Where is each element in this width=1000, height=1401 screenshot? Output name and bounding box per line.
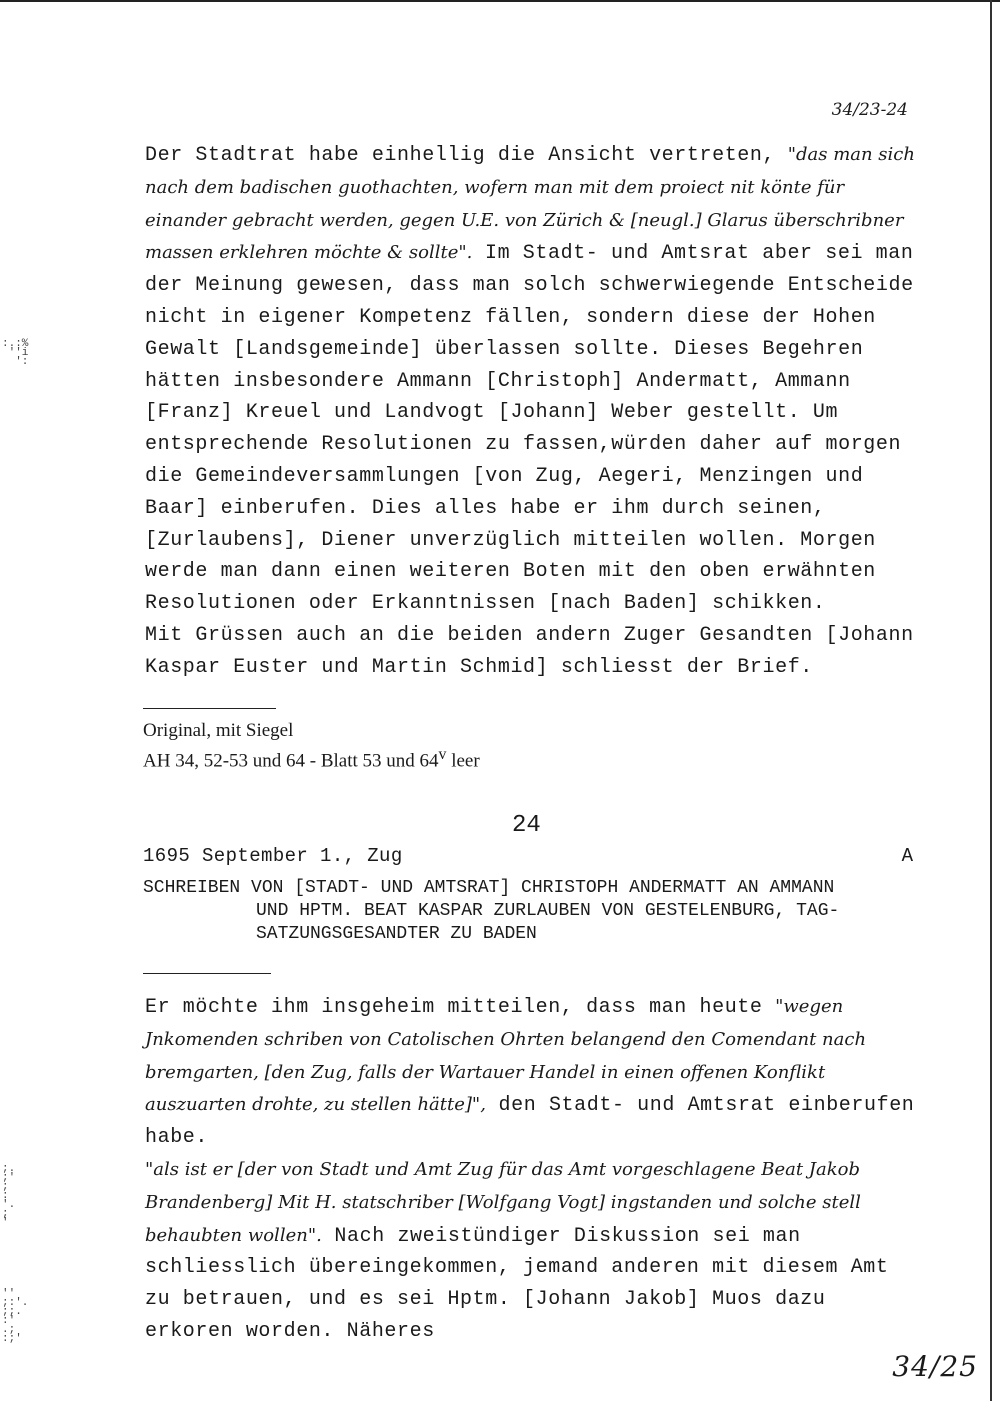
paragraph-2-text-2: den Stadt- und Amtsrat einberufen habe. xyxy=(145,1094,915,1150)
source-line-1: Original, mit Siegel xyxy=(143,720,294,741)
paragraph-2-text-3: Nach zweistündiger Diskussion sei man schliesslich übereingekommen, jemand anderen mit diesem Amt zu betrauen, und es sei Hptm. [Johann Jakob] Muos dazu erkoren worden. Näheres xyxy=(145,1224,889,1343)
document-heading xyxy=(143,877,933,946)
source-line-2 xyxy=(143,743,743,773)
handwritten-page-number: 34/25 xyxy=(892,1350,978,1383)
margin-mark-3: '' ;:'. ;;. :' .; :;' xyxy=(2,1288,29,1345)
source-divider xyxy=(143,708,276,709)
paragraph-1-quote-1: "das man sich nach dem badischen guothachten, wofern man mit dem proiect nit könte für einander gebracht werden, gegen U.E. von Zürich & [neugl.] Glarus überschribner massen erklehren möchte & sollte". xyxy=(145,144,915,264)
paragraph-2 xyxy=(145,991,925,1348)
paragraph-1-text-3: Mit Grüssen auch an die beiden andern Zuger Gesandten [Johann Kaspar Euster und Martin Schmid] schliesst der Brief. xyxy=(145,623,914,679)
page-edge-right xyxy=(990,0,992,1401)
paragraph-2-text-1: Er möchte ihm insgeheim mitteilen, dass man heute xyxy=(145,996,776,1019)
heading-line-3: SATZUNGSGESANDTER ZU BADEN xyxy=(256,924,537,944)
paragraph-1-text-1: Der Stadtrat habe einhellig die Ansicht vertreten, xyxy=(145,144,788,167)
source-line-2-text: AH 34, 52-53 und 64 - Blatt 53 und 64 xyxy=(143,750,439,772)
margin-mark-2: ;. ;' ; : '. ; ' xyxy=(2,1163,16,1229)
heading-line-1: SCHREIBEN VON [STADT- UND AMTSRAT] CHRISTOPH ANDERMATT AN AMMANN xyxy=(143,878,835,898)
date-place-line: 1695 September 1., Zug xyxy=(143,845,403,867)
source-line-2-suffix: leer xyxy=(446,750,480,772)
paragraph-1-text-2: Im Stadt- und Amtsrat aber sei man der Meinung gewesen, dass man solch schwerwiegende Entscheide nicht in eigener Kompetenz fällen, sondern diese der Hohen Gewalt [Landsgemeinde] überlassen sollte. Dieses Begehren hätten insbesondere Ammann [Christoph] Andermatt, Ammann [Franz] Kreuel und Landvogt [Johann] Weber gestellt. Um entsprechende Resolutionen zu fassen,würden daher auf morgen die Gemeindeversammlungen [von Zug, Aegeri, Menzingen und Baar] einberufen. Dies alles habe er ihm durch seinen, [Zurlaubens], Diener unverzüglich mitteilen wollen. Morgen werde man dann einen weiteren Boten mit den oben erwähnten Resolutionen oder Erkanntnissen [nach Baden] schikken. xyxy=(145,242,914,616)
source-note xyxy=(143,719,743,773)
margin-mark-1: :.:% ''i ': xyxy=(2,338,29,368)
page-edge-top xyxy=(0,0,1000,2)
page-number: 34/23-24 xyxy=(831,100,908,120)
document-number: 24 xyxy=(512,812,541,839)
source-superscript: v xyxy=(438,746,447,763)
letter-type: A xyxy=(901,845,913,867)
paragraph-1 xyxy=(145,139,925,684)
paragraph-2-quote-2: "als ist er [der von Stadt und Amt Zug für das Amt vorgeschlagene Beat Jakob Brandenberg] Mit H. statschriber [Wolfgang Vogt] ingstanden und solche stell behaubten wollen". xyxy=(145,1158,861,1246)
paragraph-2-quote-1: "wegen Jnkomenden schriben von Catolischen Ohrten belangend den Comendant nach bremgarten, [den Zug, falls der Wartauer Handel in einen offenen Konflikt auszuarten drohte, zu stellen hätte]", xyxy=(145,996,867,1116)
heading-line-2: UND HPTM. BEAT KASPAR ZURLAUBEN VON GESTELENBURG, TAG- xyxy=(256,901,840,921)
heading-divider xyxy=(143,973,271,974)
